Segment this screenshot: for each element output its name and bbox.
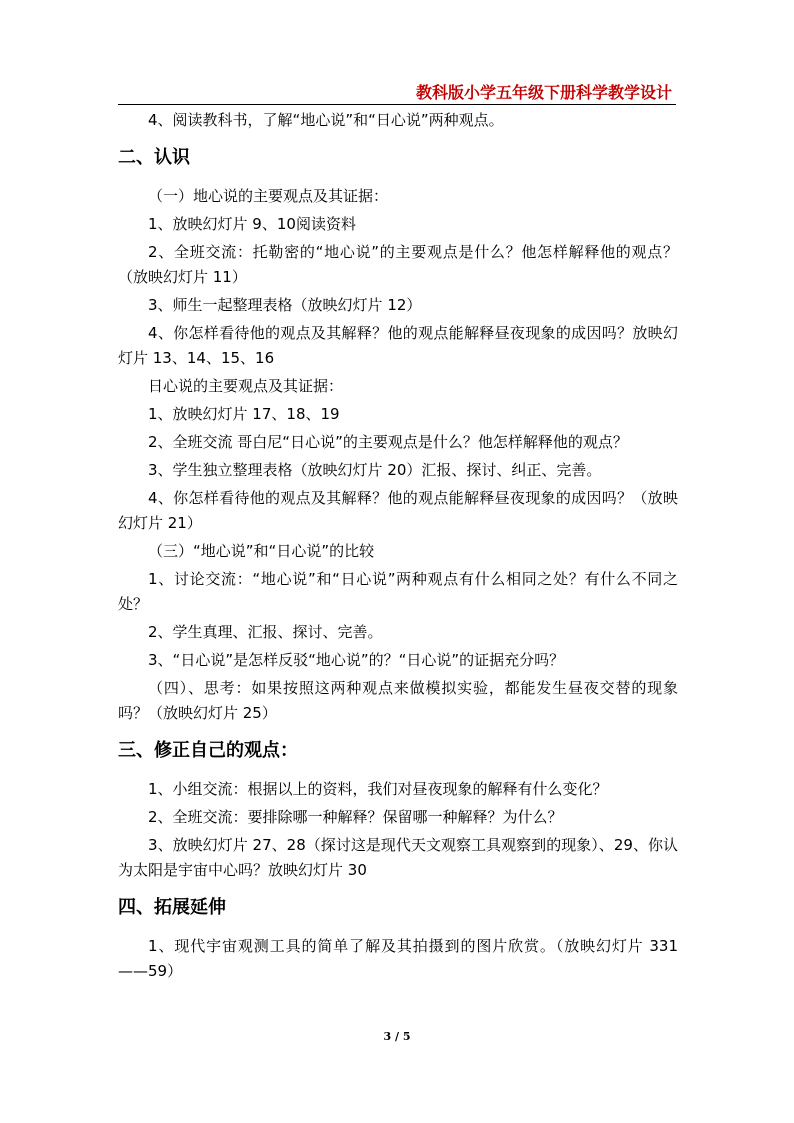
paragraph-refute-question: 3、“日心说”是怎样反驳“地心说”的？“日心说”的证据充分吗？ <box>148 651 565 669</box>
section-heading-revise: 三、修正自己的观点： <box>118 740 298 761</box>
paragraph-slide-12: 3、师生一起整理表格（放映幻灯片 12） <box>148 296 422 314</box>
paragraph-slide-20: 3、学生独立整理表格（放映幻灯片 20）汇报、探讨、纠正、完善。 <box>148 461 602 479</box>
paragraph-slides-17-19: 1、放映幻灯片 17、18、19 <box>148 405 340 423</box>
section-heading-recognize: 二、认识 <box>118 147 190 168</box>
paragraph-comparison-discussion: 1、讨论交流：“地心说”和“日心说”两种观点有什么相同之处？有什么不同之处？ <box>118 570 678 613</box>
paragraph-group-discussion: 1、小组交流：根据以上的资料，我们对昼夜现象的解释有什么变化？ <box>148 780 608 798</box>
paragraph-class-discussion: 2、全班交流：要排除哪一种解释？保留哪一种解释？为什么？ <box>148 808 563 826</box>
section-heading-extension: 四、拓展延伸 <box>118 897 226 918</box>
paragraph-slides-9-10: 1、放映幻灯片 9、10阅读资料 <box>148 215 356 233</box>
paragraph-read-textbook: 4、阅读教科书，了解“地心说”和“日心说”两种观点。 <box>148 111 504 129</box>
header-title: 教科版小学五年级下册科学教学设计 <box>415 83 672 102</box>
paragraph-geocentric-title: （一）地心说的主要观点及其证据： <box>148 187 389 205</box>
paragraph-ptolemy-discussion: 2、全班交流：托勒密的“地心说”的主要观点是什么？他怎样解释他的观点？（放映幻灯片 11） <box>118 243 678 286</box>
paragraph-heliocentric-title: 日心说的主要观点及其证据： <box>148 377 344 395</box>
paragraph-heliocentric-evaluate: 4、你怎样看待他的观点及其解释？他的观点能解释昼夜现象的成因吗？（放映幻灯片 21） <box>118 489 678 532</box>
document-body <box>118 104 678 984</box>
page-number: 3 / 5 <box>383 1030 411 1043</box>
paragraph-observation-tools: 1、现代宇宙观测工具的简单了解及其拍摄到的图片欣赏。（放映幻灯片 331——59） <box>118 937 678 980</box>
paragraph-students-summarize: 2、学生真理、汇报、探讨、完善。 <box>148 623 383 641</box>
paragraph-copernicus-discussion: 2、全班交流 哥白尼“日心说”的主要观点是什么？他怎样解释他的观点？ <box>148 433 628 451</box>
paragraph-think-simulation: （四）、思考：如果按照这两种观点来做模拟实验，都能发生昼夜交替的现象吗？（放映幻灯片 25） <box>118 679 678 722</box>
paragraph-slides-27-30: 3、放映幻灯片 27、28（探讨这是现代天文观察工具观察到的现象）、29、你认为太阳是宇宙中心吗？放映幻灯片 30 <box>118 836 678 879</box>
paragraph-geocentric-evaluate: 4、你怎样看待他的观点及其解释？他的观点能解释昼夜现象的成因吗？放映幻灯片 13、14、15、16 <box>118 324 678 367</box>
paragraph-comparison-title: （三）“地心说”和“日心说”的比较 <box>148 542 375 560</box>
